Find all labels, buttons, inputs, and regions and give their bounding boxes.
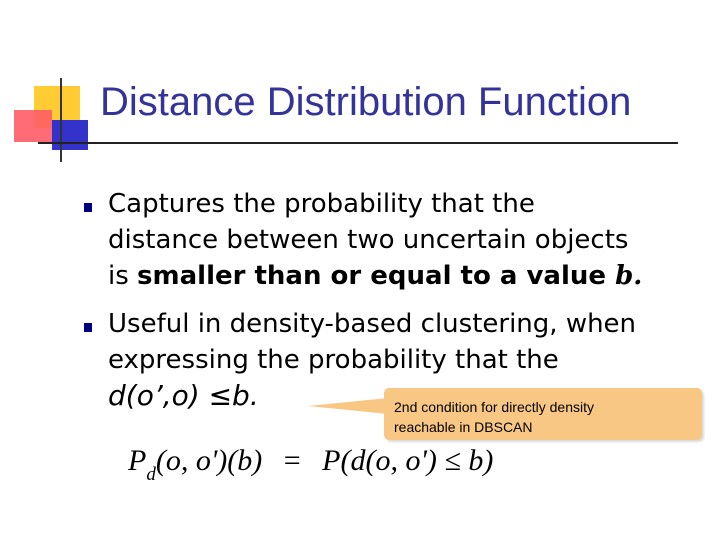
bullet-square-icon — [84, 323, 92, 332]
bullet-1-prefix: is — [108, 261, 138, 291]
formula-equals: = — [283, 444, 301, 477]
formula-lhs-subscript: d — [146, 464, 156, 485]
decor-vertical-line — [60, 78, 62, 162]
distance-distribution-formula — [128, 444, 494, 485]
bullet-1-line-1: Captures the probability that the — [108, 189, 535, 219]
bullet-2-math: d(o’,o) ≤b. — [108, 379, 259, 412]
formula-rhs: P(d(o, o') ≤ b) — [322, 444, 494, 477]
title-underline — [38, 142, 678, 144]
decor-blue-square — [52, 120, 88, 150]
bullet-1-line-3 — [108, 258, 642, 294]
bullet-2-line-2: expressing the probability that the — [108, 345, 559, 375]
bullet-1 — [108, 186, 642, 294]
callout-pointer — [308, 398, 388, 414]
decor-red-square — [14, 110, 52, 142]
callout-line-1: 2nd condition for directly density — [394, 399, 594, 415]
bullet-1-emphasis: smaller than or equal to a value — [137, 261, 616, 291]
bullet-1-line-2: distance between two uncertain objects — [108, 225, 629, 255]
bullet-square-icon — [84, 203, 92, 212]
callout-line-2: reachable in DBSCAN — [394, 419, 533, 435]
formula-lhs-args: (o, o')(b) — [155, 444, 263, 477]
callout-note — [384, 388, 702, 440]
bullet-2-line-1: Useful in density-based clustering, when — [108, 309, 637, 339]
formula-lhs-main: P — [128, 444, 147, 477]
slide-title: Distance Distribution Function — [100, 80, 632, 124]
bullet-1-variable: b. — [615, 261, 643, 291]
